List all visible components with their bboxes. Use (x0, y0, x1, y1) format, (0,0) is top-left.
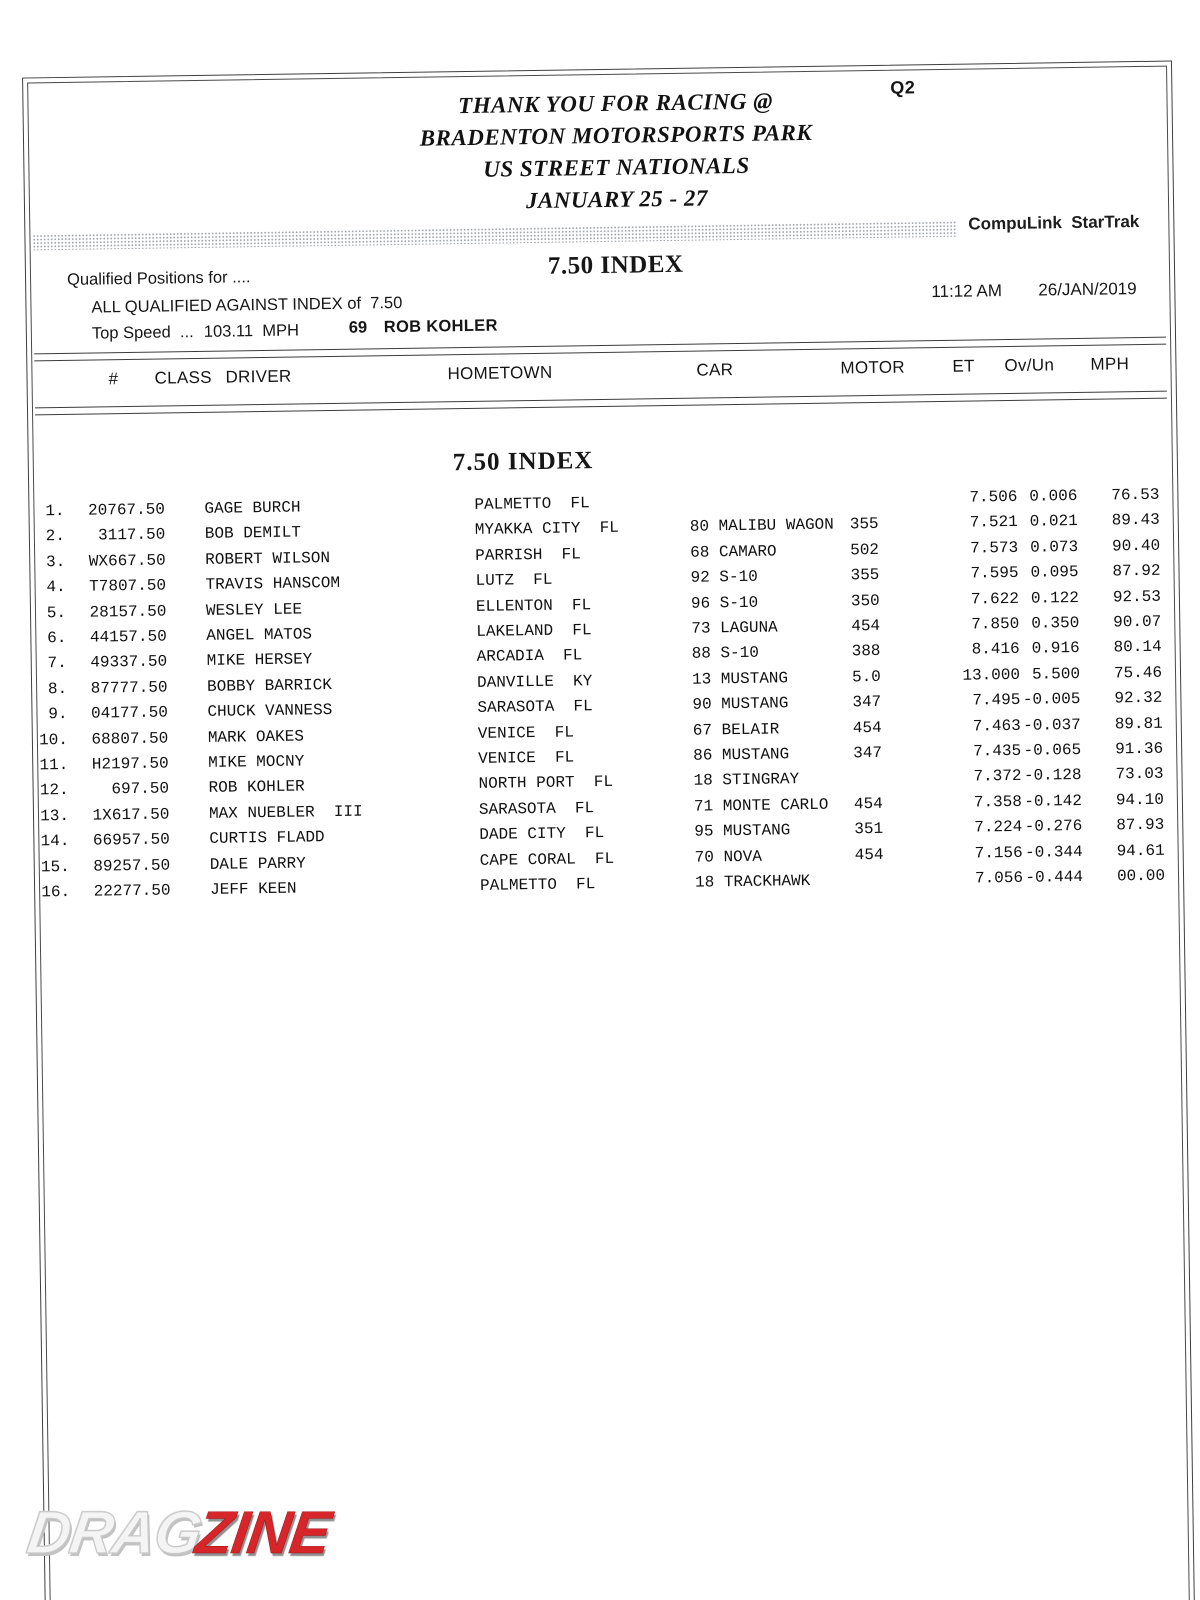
cell-ovun: -0.065 (1023, 741, 1082, 760)
cell-et: 7.463 (972, 716, 1021, 736)
cell-number: T780 (89, 577, 128, 596)
cell-car: 95 MUSTANG (694, 821, 791, 841)
cell-mph: 00.00 (1116, 866, 1166, 886)
cell-class: 7.50 (131, 856, 171, 875)
cell-mph: 89.81 (1114, 714, 1163, 734)
cell-ovun: -0.142 (1024, 791, 1083, 811)
cell-car: 68 CAMARO (690, 542, 777, 562)
cell-driver: BOB DEMILT (204, 523, 301, 544)
cell-car: 71 MONTE CARLO (693, 795, 829, 816)
cell-class: 7.50 (132, 881, 171, 901)
timing-system-brand: CompuLink StarTrak (968, 212, 1140, 234)
cell-class: 7.50 (129, 729, 169, 748)
top-speed-value: 103.11 MPH (203, 321, 300, 341)
cell-et: 7.156 (974, 843, 1023, 863)
cell-hometown: VENICE FL (477, 723, 574, 743)
cell-position: 14. (40, 832, 70, 851)
cell-position: 16. (41, 883, 71, 902)
cell-position: 2. (45, 527, 66, 546)
cell-position: 9. (48, 705, 68, 724)
cell-et: 7.622 (970, 589, 1020, 609)
cell-hometown: PALMETTO FL (474, 494, 590, 514)
cell-number: 1X61 (92, 805, 132, 825)
cell-hometown: ELLENTON FL (475, 595, 592, 616)
event-header-line4: JANUARY 25 - 27 (525, 185, 709, 214)
print-date: 26/JAN/2019 (1038, 279, 1137, 300)
print-time: 11:12 AM (931, 281, 1003, 302)
dragzine-watermark (23, 1498, 334, 1567)
cell-ovun: 0.021 (1029, 512, 1078, 532)
cell-driver: ROB KOHLER (208, 777, 305, 798)
cell-hometown: CAPE CORAL FL (479, 849, 615, 870)
header-class: CLASS (154, 367, 212, 388)
cell-ovun: -0.276 (1024, 817, 1083, 837)
cell-car: 96 S-10 (690, 593, 759, 613)
cell-number: 311 (97, 526, 128, 545)
cell-hometown: PARRISH FL (475, 545, 581, 565)
cell-car: 90 MUSTANG (692, 694, 789, 714)
cell-number: 8925 (93, 856, 132, 876)
cell-class: 7.50 (128, 652, 168, 672)
cell-mph: 91.36 (1115, 739, 1164, 759)
cell-position: 11. (39, 756, 69, 775)
cell-car: 88 S-10 (691, 644, 760, 664)
cell-car: 92 S-10 (690, 567, 758, 587)
cell-car: 73 LAGUNA (691, 618, 778, 638)
cell-mph: 87.92 (1112, 561, 1161, 581)
cell-car: 13 MUSTANG (691, 669, 789, 689)
results-table (24, 483, 1165, 906)
cell-hometown: SARASOTA FL (477, 697, 593, 718)
cell-position: 15. (40, 857, 70, 877)
cell-position: 12. (39, 781, 69, 800)
cell-number: 6695 (92, 831, 132, 850)
cell-position: 5. (46, 603, 67, 622)
cell-ovun: -0.444 (1025, 868, 1084, 887)
cell-mph: 90.07 (1113, 612, 1162, 632)
cell-motor: 350 (850, 591, 880, 610)
cell-position: 1. (45, 501, 65, 521)
cell-driver: MAX NUEBLER III (208, 802, 363, 823)
cell-driver: ANGEL MATOS (206, 625, 313, 645)
cell-number: 8777 (90, 678, 130, 698)
cell-et: 7.521 (969, 513, 1018, 532)
cell-position: 4. (46, 578, 66, 597)
cell-class: 7.50 (126, 500, 166, 520)
header-number: # (108, 369, 119, 389)
cell-number: WX66 (88, 551, 128, 571)
cell-mph: 94.10 (1115, 790, 1165, 810)
cell-driver: BOBBY BARRICK (206, 675, 333, 696)
header-et: ET (952, 356, 975, 376)
cell-car (689, 487, 849, 515)
cell-number: 2815 (89, 602, 129, 622)
cell-position: 8. (47, 679, 68, 699)
cell-mph: 76.53 (1111, 485, 1160, 505)
class-title: 7.50 INDEX (547, 250, 684, 280)
cell-et: 7.506 (969, 487, 1018, 507)
cell-mph: 75.46 (1113, 663, 1163, 683)
cell-ovun: 0.095 (1030, 563, 1079, 582)
cell-ovun: 0.916 (1031, 639, 1080, 659)
index-statement: ALL QUALIFIED AGAINST INDEX of 7.50 (91, 293, 403, 317)
cell-driver: MIKE MOCNY (208, 752, 305, 772)
cell-number: 2227 (93, 882, 133, 901)
top-speed-driver: ROB KOHLER (383, 316, 498, 337)
cell-motor (855, 867, 955, 894)
cell-motor: 351 (854, 820, 884, 839)
cell-car: 70 NOVA (694, 847, 763, 867)
cell-driver: TRAVIS HANSCOM (205, 574, 341, 595)
cell-motor: 454 (854, 845, 884, 864)
cell-driver: DALE PARRY (209, 854, 306, 874)
cell-driver: MARK OAKES (207, 727, 305, 747)
cell-motor: 347 (852, 693, 882, 712)
cell-hometown: DADE CITY FL (479, 824, 605, 845)
cell-hometown: DANVILLE KY (476, 672, 593, 692)
cell-hometown: NORTH PORT FL (478, 773, 614, 794)
cell-et: 7.850 (971, 614, 1020, 634)
cell-mph: 90.40 (1111, 536, 1161, 556)
section-title: 7.50 INDEX (452, 447, 594, 477)
cell-driver: JEFF KEEN (210, 879, 297, 899)
header-ovun: Ov/Un (1004, 355, 1055, 376)
cell-number: H219 (91, 755, 131, 774)
cell-class: 7.50 (130, 754, 169, 774)
cell-motor: 502 (850, 540, 880, 560)
cell-number: 69 (111, 780, 131, 799)
cell-et: 8.416 (971, 640, 1020, 659)
event-header (170, 81, 1062, 222)
cell-class: 7.50 (130, 779, 170, 799)
cell-class: 7.50 (128, 627, 167, 647)
cell-hometown: ARCADIA FL (476, 646, 583, 667)
cell-driver: MIKE HERSEY (206, 650, 313, 671)
cell-ovun: -0.344 (1024, 842, 1083, 862)
cell-ovun: 0.073 (1029, 537, 1079, 557)
cell-driver: ROBERT WILSON (205, 548, 331, 569)
cell-class: 7.50 (128, 678, 168, 697)
cell-class: 7.50 (129, 703, 169, 723)
header-car: CAR (696, 360, 734, 380)
cell-mph: 92.32 (1114, 688, 1163, 708)
top-speed-label: Top Speed ... (91, 323, 194, 343)
cell-et: 7.224 (974, 818, 1023, 837)
cell-ovun: 5.500 (1031, 664, 1081, 684)
cell-position: 7. (47, 654, 67, 673)
cell-et: 7.595 (970, 564, 1019, 583)
cell-car: 18 TRACKHAWK (694, 872, 811, 892)
cell-et: 7.495 (972, 691, 1021, 710)
event-header-line3: US STREET NATIONALS (483, 152, 750, 182)
cell-hometown: SARASOTA FL (478, 799, 595, 819)
cell-motor: 388 (851, 642, 881, 661)
cell-et: 7.358 (973, 792, 1023, 812)
cell-car: 18 STINGRAY (693, 770, 800, 791)
cell-hometown: VENICE FL (478, 748, 575, 768)
cell-motor: 355 (850, 566, 880, 585)
cell-number: 0417 (90, 704, 130, 723)
cell-motor: 355 (849, 515, 879, 534)
cell-motor: 5.0 (851, 667, 881, 687)
cell-hometown: LAKELAND FL (476, 621, 592, 641)
cell-position: 6. (47, 629, 67, 648)
cell-ovun: -0.128 (1023, 766, 1082, 786)
cell-ovun: -0.037 (1023, 715, 1081, 735)
cell-et: 7.435 (973, 741, 1022, 761)
cell-class: 7.50 (130, 805, 170, 824)
results-table-body (24, 483, 1165, 906)
cell-motor: 454 (852, 718, 882, 737)
cell-number: 4933 (90, 653, 129, 673)
cell-class: 7.50 (131, 830, 170, 850)
cell-driver: GAGE BURCH (204, 498, 301, 518)
qualified-positions-label: Qualified Positions for .... (66, 268, 251, 289)
cell-mph: 80.14 (1113, 638, 1162, 657)
cell-number: 6880 (91, 729, 131, 749)
cell-class: 7.50 (126, 525, 166, 545)
cell-motor: 454 (851, 616, 881, 636)
cell-ovun: -0.005 (1022, 690, 1081, 710)
cell-car: 80 MALIBU WAGON (689, 515, 834, 537)
cell-mph: 92.53 (1112, 587, 1162, 607)
cell-mph: 94.61 (1116, 841, 1165, 861)
dragzine-watermark-drag: DRAG (23, 1499, 206, 1566)
cell-hometown: LUTZ FL (475, 570, 553, 591)
top-speed-car-number: 69 (348, 318, 368, 337)
cell-motor: 454 (853, 794, 883, 814)
cell-et: 7.056 (974, 868, 1024, 888)
cell-mph: 89.43 (1111, 511, 1160, 530)
cell-position: 10. (38, 730, 69, 750)
header-motor: MOTOR (840, 357, 906, 378)
cell-position: 13. (40, 806, 70, 826)
dragzine-watermark-zine: ZINE (191, 1499, 335, 1566)
cell-car: 86 MUSTANG (693, 745, 790, 765)
cell-ovun: 0.122 (1030, 588, 1080, 608)
cell-driver: WESLEY LEE (205, 600, 303, 620)
cell-position: 3. (45, 552, 66, 572)
cell-number: 2076 (87, 501, 127, 520)
header-mph: MPH (1090, 354, 1130, 374)
cell-ovun: 0.350 (1031, 613, 1080, 633)
event-header-line2: BRADENTON MOTORSPORTS PARK (419, 119, 813, 151)
cell-et: 7.573 (970, 538, 1019, 558)
header-hometown: HOMETOWN (447, 362, 553, 384)
cell-et: 7.372 (973, 767, 1022, 787)
cell-mph: 87.93 (1116, 815, 1165, 835)
cell-motor (849, 486, 949, 513)
cell-motor (853, 765, 953, 792)
event-header-line1: THANK YOU FOR RACING @ (457, 88, 774, 119)
cell-class: 7.50 (127, 602, 167, 621)
cell-et: 13.000 (962, 665, 1021, 685)
session-label: Q2 (890, 77, 916, 98)
cell-class: 7.50 (127, 576, 167, 596)
cell-motor: 347 (853, 743, 883, 763)
cell-mph: 73.03 (1115, 765, 1164, 784)
header-driver: DRIVER (225, 366, 292, 387)
cell-car: 67 BELAIR (692, 720, 780, 740)
cell-class: 7.50 (127, 551, 166, 570)
cell-ovun: 0.006 (1029, 486, 1078, 506)
cell-hometown: MYAKKA CITY FL (474, 519, 619, 540)
cell-driver: CHUCK VANNESS (207, 701, 333, 722)
cell-hometown: PALMETTO FL (479, 875, 596, 895)
cell-number: 4415 (89, 628, 129, 647)
cell-driver: CURTIS FLADD (209, 828, 325, 849)
